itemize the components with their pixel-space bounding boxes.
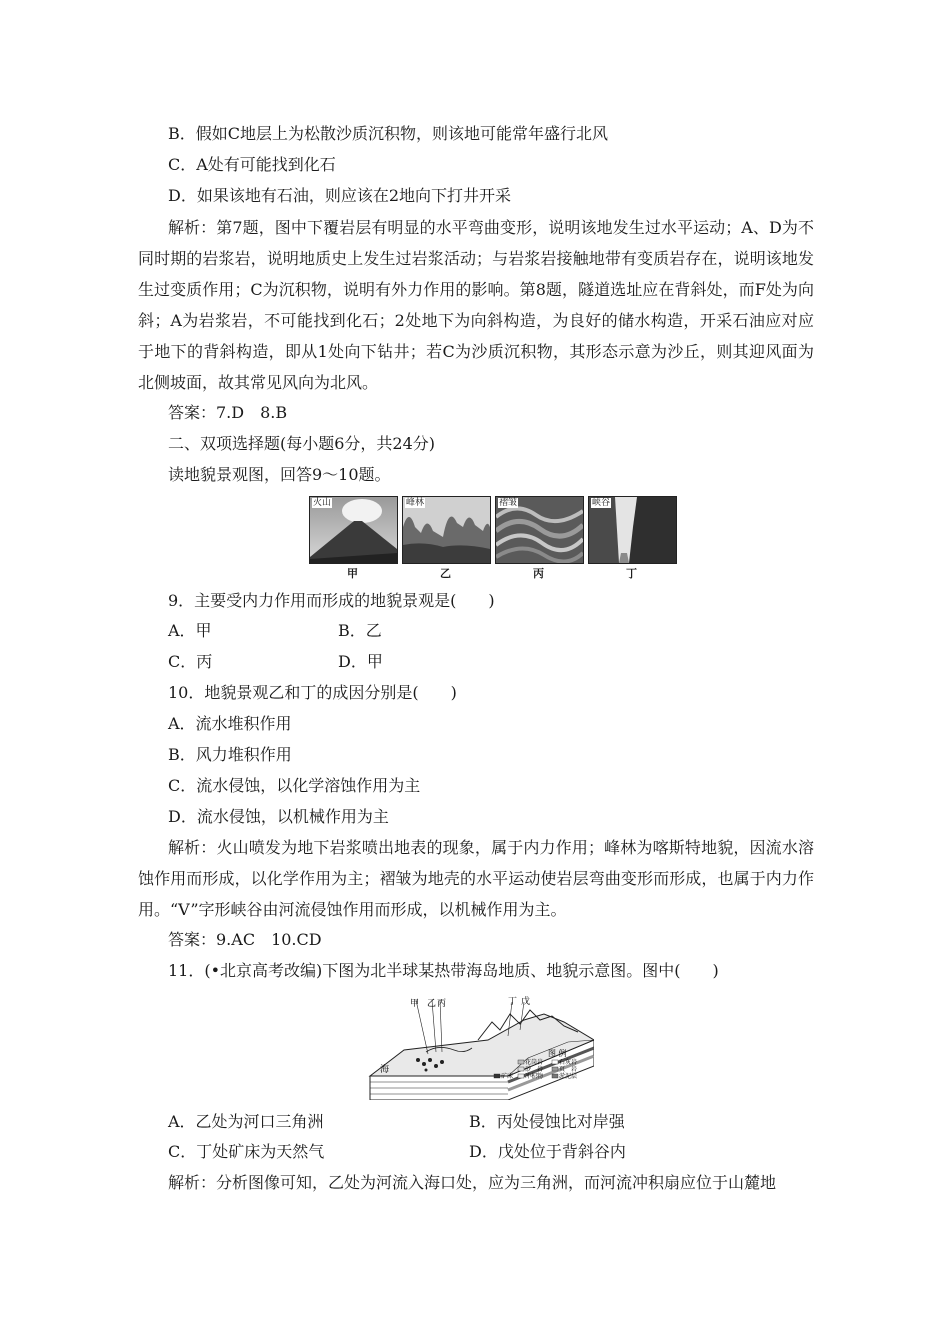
section-heading: 二、双项选择题(每小题6分，共24分) <box>168 434 436 453</box>
legend-sandstone: 砂 岩 <box>525 1066 544 1073</box>
answer-7-8: 答案：7.D 8.B <box>168 403 288 422</box>
legend-alluvium: 冲积物 <box>525 1073 544 1080</box>
legend-limestone: 石灰岩 <box>559 1059 578 1066</box>
intro-9-10: 读地貌景观图，回答9～10题。 <box>168 465 391 484</box>
legend-title: 图 例 <box>548 1049 567 1058</box>
label-sea: 海 <box>380 1065 390 1075</box>
question-10: 10．地貌景观乙和丁的成因分别是( ) <box>168 683 457 702</box>
q11-option-d: D．戊处位于背斜谷内 <box>469 1142 626 1161</box>
island-geology-diagram <box>368 996 594 1100</box>
analysis-9-10: 解析：火山喷发为地下岩浆喷出地表的现象，属于内力作用；峰林为喀斯特地貌，因流水溶蚀作用而形成，以化学作用为主；褶皱为地壳的水平运动使岩层弯曲变形而形成，也属于内力作用。“V”字形峡谷由河流侵蚀作用而形成，以机械作用为主。 <box>138 838 814 919</box>
caption-ding: 丁 <box>626 567 637 580</box>
q10-option-d: D．流水侵蚀，以机械作用为主 <box>168 807 389 826</box>
label-ding: 丁 <box>508 997 518 1007</box>
photo-fold <box>495 496 584 564</box>
q11-option-c: C．丁处矿床为天然气 <box>168 1142 325 1161</box>
caption-jia: 甲 <box>347 567 358 580</box>
q11-option-b: B．丙处侵蚀比对岸强 <box>469 1112 625 1131</box>
caption-yi: 乙 <box>440 567 451 580</box>
legend-granite: 花岗岩 <box>525 1059 544 1066</box>
photo-canyon <box>588 496 677 564</box>
option-b-q8: B．假如C地层上为松散沙质沉积物，则该地可能常年盛行北风 <box>168 124 609 143</box>
q10-option-b: B．风力堆积作用 <box>168 745 292 764</box>
q10-option-c: C．流水侵蚀，以化学溶蚀作用为主 <box>168 776 421 795</box>
photo-tag-fold: 褶皱 <box>499 498 518 508</box>
photo-tag-peak-forest: 峰林 <box>406 498 425 508</box>
photo-tag-volcano: 火山 <box>313 498 332 508</box>
photo-tag-canyon: 峡谷 <box>592 498 611 508</box>
legend-ore: 矿床 <box>501 1073 514 1080</box>
photo-peak-forest <box>402 496 491 564</box>
q9-option-d: D．甲 <box>338 652 383 671</box>
q9-option-c: C．丙 <box>168 652 213 671</box>
photo-volcano <box>309 496 398 564</box>
label-yi: 乙 <box>427 999 437 1009</box>
label-bing: 丙 <box>437 999 447 1009</box>
legend-silt: 淤泥层 <box>559 1073 578 1080</box>
question-11: 11．(•北京高考改编)下图为北半球某热带海岛地质、地貌示意图。图中( ) <box>168 961 719 980</box>
q9-option-a: A．甲 <box>168 621 212 640</box>
label-wu: 戊 <box>521 997 531 1007</box>
landform-photos <box>309 496 675 582</box>
caption-bing: 丙 <box>533 567 544 580</box>
question-9: 9．主要受内力作用而形成的地貌景观是( ) <box>168 591 495 610</box>
analysis-7-8: 解析：第7题，图中下覆岩层有明显的水平弯曲变形，说明该地发生过水平运动；A、D为不同时期的岩浆岩，说明地质史上发生过岩浆活动；与岩浆岩接触地带有变质岩存在，说明该地发生过变质作用；C为沉积物，说明有外力作用的影响。第8题，隧道选址应在背斜处，而F处为向斜；A为岩浆岩，不可能找到化石；2处地下为向斜构造，为良好的储水构造，开采石油应对应于地下的背斜构造，即从1处向下钻井；若C为沙质沉积物，其形态示意为沙丘，则其迎风面为北侧坡面，故其常见风向为北风。 <box>138 218 814 392</box>
legend-shale: 页 岩 <box>559 1066 578 1073</box>
option-c-q8: C．A处有可能找到化石 <box>168 155 336 174</box>
analysis-11: 解析：分析图像可知，乙处为河流入海口处，应为三角洲，而河流冲积扇应位于山麓地 <box>168 1173 777 1192</box>
label-jia: 甲 <box>410 999 420 1009</box>
q9-option-b: B．乙 <box>338 621 382 640</box>
q11-option-a: A．乙处为河口三角洲 <box>168 1112 324 1131</box>
q10-option-a: A．流水堆积作用 <box>168 714 292 733</box>
option-d-q8: D．如果该地有石油，则应该在2地向下打井开采 <box>168 186 512 205</box>
answer-9-10: 答案：9.AC 10.CD <box>168 930 322 949</box>
